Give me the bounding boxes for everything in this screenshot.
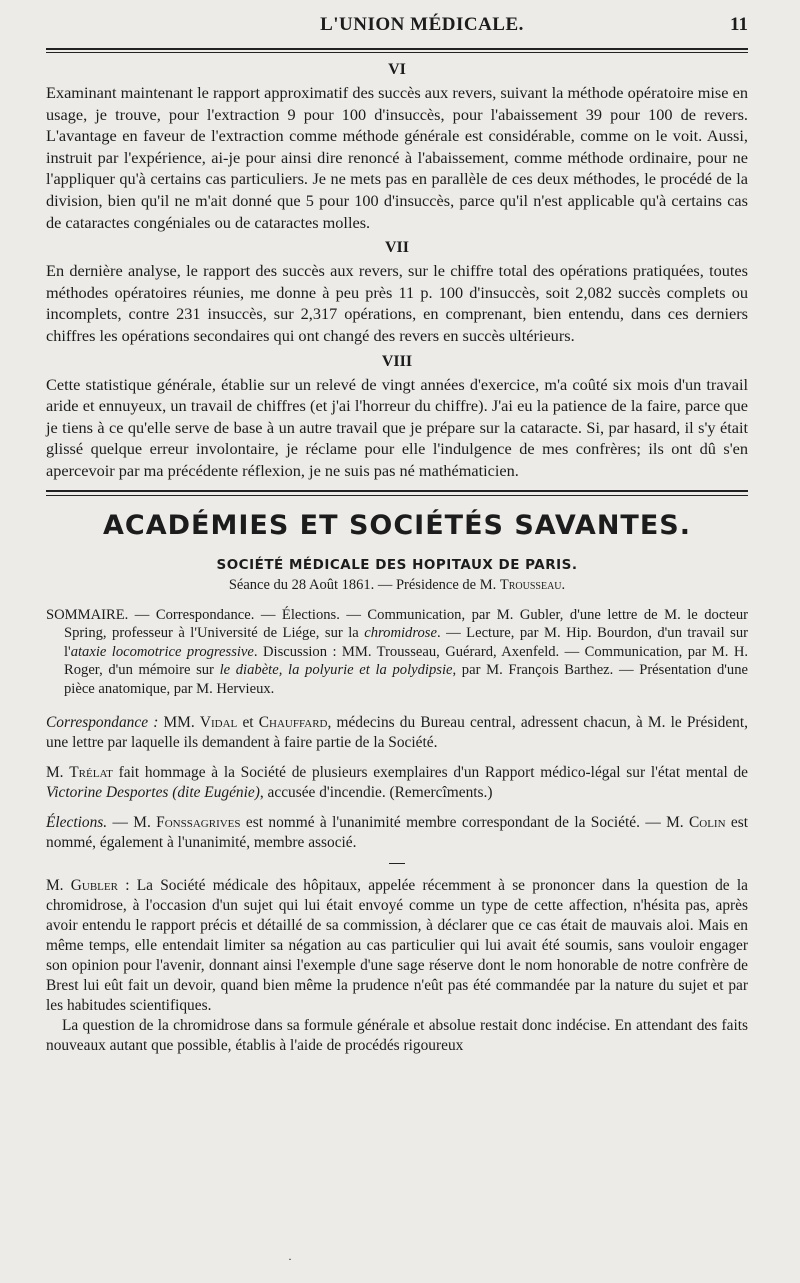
society-heading: SOCIÉTÉ MÉDICALE DES HOPITAUX DE PARIS. [216, 556, 578, 573]
section-divider [46, 490, 748, 496]
president-name: Trousseau [499, 576, 562, 593]
gubler-paragraph: M. Gubler : La Société médicale des hôpitaux, appelée récemment à se prononcer dans la question de la chromidrose, à l'occasion d'un sujet qui lui était envoyé comme un type de cette affection, n'hésita pas, après avoir entendu le rapport précis et détaillé de sa commission, à déclarer que ce cas était de mauvais aloi. Mais en même temps, elle entendait limiter sa négation au cas particulier qui lui avait été soumis, sans vouloir engager son opinion pour l'avenir, donnant ainsi l'exemple d'une sage réserve dont le nom honorable de notre confrère de Brest lui eût fait un devoir, quand bien même la prudence n'eût pas été commandée par la nature du sujet et par les habitudes scientifiques. [46, 877, 748, 1014]
section-number-vii: VII [384, 239, 409, 257]
academies-title: ACADÉMIES ET SOCIÉTÉS SAVANTES. [103, 509, 691, 541]
correspondance-paragraph: Correspondance : MM. Vidal et Chauffard, médecins du Bureau central, adressent chacun, à M. le Président, une lettre par laquelle ils demandent à faire partie de la Société. [46, 714, 748, 751]
journal-title: L'UNION MÉDICALE. [320, 14, 524, 35]
page-number: 11 [730, 14, 748, 35]
elections-paragraph: Élections. — M. Fonssagrives est nommé à l'unanimité membre correspondant de la Société. — M. Colin est nommé, également à l'unanimité, membre associé. [46, 814, 748, 851]
section-viii-text: Cette statistique générale, établie sur un relevé de vingt années d'exercice, m'a coûté six mois d'un travail aride et ennuyeux, un travail de chiffres (et j'ai l'horreur du chiffre). J'ai eu la patience de la faire, parce que je tiens à ce qu'elle serve de base à un autre travail que je prépare sur la cataracte. Si, par hasard, il s'y était glissé quelque erreur involontaire, je réclame pour elle l'indulgence de mes confrères; ils ont dû s'en apercevoir par ma précédente réflexion, je ne suis pas né mathématicien. [46, 374, 748, 480]
section-number-vi: VI [388, 61, 406, 78]
running-head [46, 14, 748, 48]
trelat-paragraph: M. Trélat fait hommage à la Société de plusieurs exemplaires d'un Rapport médico-légal sur l'état mental de Victorine Desportes (dite Eugénie), accusée d'incendie. (Remercîments.) [46, 764, 748, 801]
page-mark: · [288, 1252, 292, 1266]
header-rule [46, 48, 748, 53]
short-divider [389, 863, 405, 864]
section-vii-text: En dernière analyse, le rapport des succès aux revers, sur le chiffre total des opérations pratiquées, toutes méthodes opératoires réunies, me donne à peu près 11 p. 100 d'insuccès, soit 2,082 succès complets ou incomplets, contre 231 insuccès, sur 2,317 opérations, en comprenant, bien entendu, dans ces derniers chiffres les opérations secondaires qui ont changé des revers en succès ultérieurs. [46, 261, 748, 345]
chromidrose-paragraph: La question de la chromidrose dans sa formule générale et absolue restait donc indécise. En attendant des faits nouveaux autant que possible, établis à l'aide de procédés rigoureux [46, 1017, 748, 1054]
section-number-viii: VIII [381, 352, 413, 370]
seance-line: Séance du 28 Août 1861. — Présidence de M. Trousseau. [228, 576, 566, 593]
sommaire: SOMMAIRE. — Correspondance. — Élections. — Communication, par M. Gubler, d'une lettre de M. le docteur Spring, professeur à l'Université de Liége, sur la chromidrose. — Lecture, par M. Hip. Bourdon, d'un travail sur l'ataxie locomotrice progressive. Discussion : MM. Trousseau, Guérard, Axenfeld. — Communication, par M. H. Roger, d'un mémoire sur le diabète, la polyurie et la polydipsie, par M. François Barthez. — Présentation d'une pièce anatomique, par M. Hervieux. [46, 606, 749, 697]
section-vi-text: Examinant maintenant le rapport approximatif des succès aux revers, suivant la méthode opératoire mise en usage, je trouve, pour l'extraction 9 pour 100 d'insuccès, pour l'abaissement 39 pour 100 de revers. L'avantage en faveur de l'extraction comme méthode générale est considérable, comme on le voit. Aussi, instruit par l'expérience, ai-je pour ainsi dire renoncé à l'abaissement, comme méthode ordinaire, pour ne l'appliquer qu'à certains cas particuliers. Je ne mets pas en parallèle de ces deux méthodes, le procédé de la division, bien qu'il ne m'ait donné que 5 pour 100 d'insuccès, parce qu'il n'est applicable qu'à certains cas de cataractes congéniales ou de cataractes molles. [46, 83, 748, 232]
